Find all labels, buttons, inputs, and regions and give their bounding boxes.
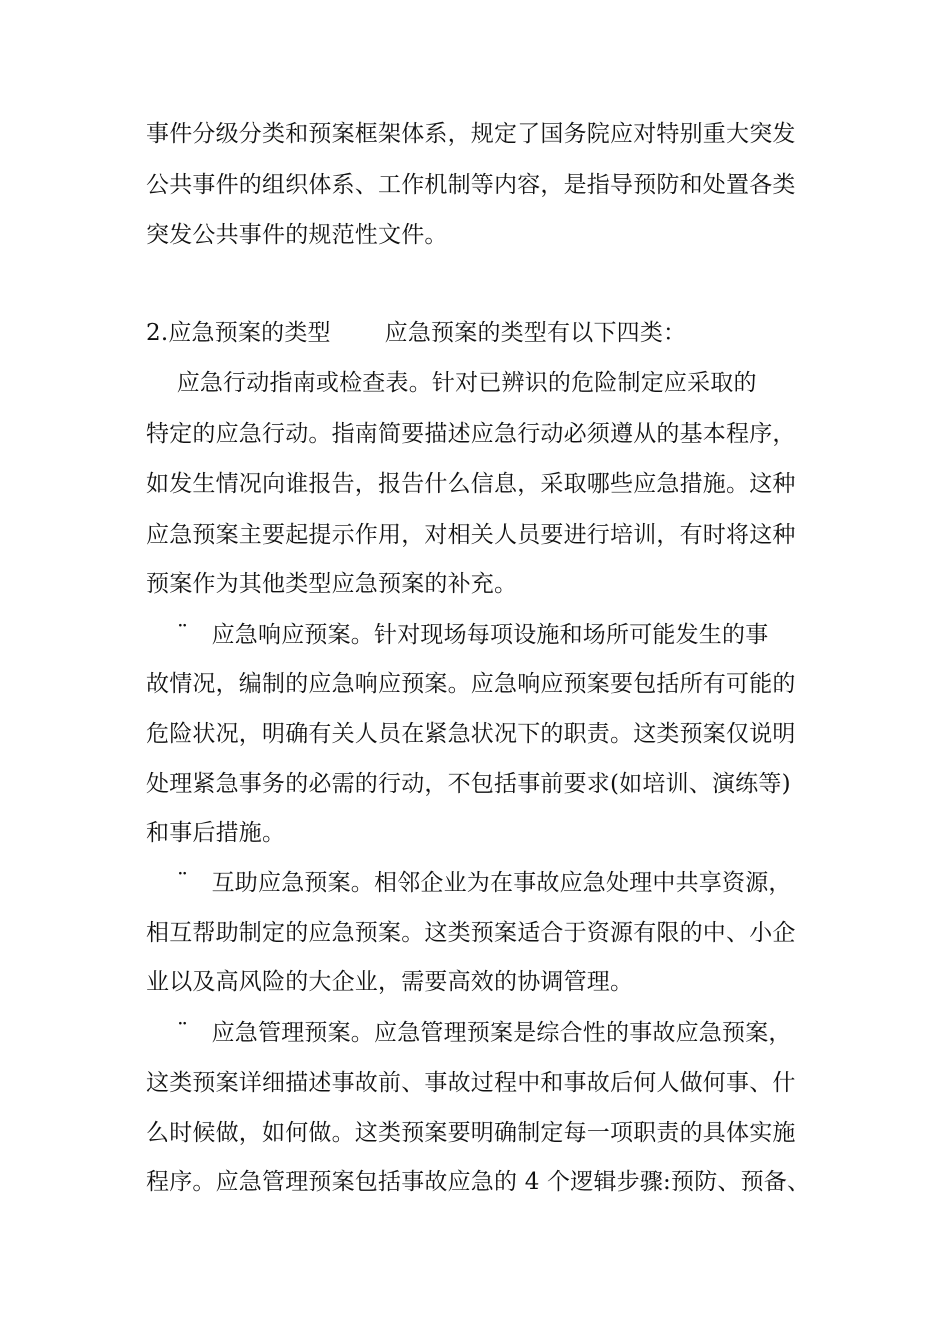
text-line: 这类预案详细描述事故前、事故过程中和事故后何人做何事、什 [146, 1070, 796, 1096]
text-line: 应急行动指南或检查表。针对已辨识的危险制定应采取的 [146, 370, 757, 396]
text-line: 公共事件的组织体系、工作机制等内容，是指导预防和处置各类 [146, 172, 796, 198]
text-line: 预案作为其他类型应急预案的补充。 [146, 571, 518, 597]
text-line: 特定的应急行动。指南简要描述应急行动必须遵从的基本程序， [146, 421, 796, 447]
text-line: 处理紧急事务的必需的行动，不包括事前要求(如培训、演练等) [146, 771, 791, 797]
text-line: 相互帮助制定的应急预案。这类预案适合于资源有限的中、小企 [146, 920, 796, 946]
text-line: ¨ 应急响应预案。针对现场每项设施和场所可能发生的事 [146, 622, 769, 648]
text-line: 么时候做，如何做。这类预案要明确制定每一项职责的具体实施 [146, 1120, 796, 1146]
text-line: 如发生情况向谁报告，报告什么信息，采取哪些应急措施。这种 [146, 471, 796, 497]
text-line: 突发公共事件的规范性文件。 [146, 222, 448, 248]
text-line: 故情况，编制的应急响应预案。应急响应预案要包括所有可能的 [146, 671, 796, 697]
text-line: 和事后措施。 [146, 820, 286, 846]
text-line: 事件分级分类和预案框架体系，规定了国务院应对特别重大突发 [146, 121, 796, 147]
text-line: 程序。应急管理预案包括事故应急的 4 个逻辑步骤:预防、预备、 [146, 1169, 811, 1195]
text-line: 危险状况，明确有关人员在紧急状况下的职责。这类预案仅说明 [146, 721, 796, 747]
text-line: ¨ 应急管理预案。应急管理预案是综合性的事故应急预案， [146, 1020, 792, 1046]
text-line: 应急预案主要起提示作用，对相关人员要进行培训，有时将这种 [146, 522, 796, 548]
text-line: ¨ 互助应急预案。相邻企业为在事故应急处理中共享资源， [146, 870, 792, 896]
section-heading: 2.应急预案的类型 应急预案的类型有以下四类： [146, 320, 687, 346]
text-line: 业以及高风险的大企业，需要高效的协调管理。 [146, 969, 634, 995]
